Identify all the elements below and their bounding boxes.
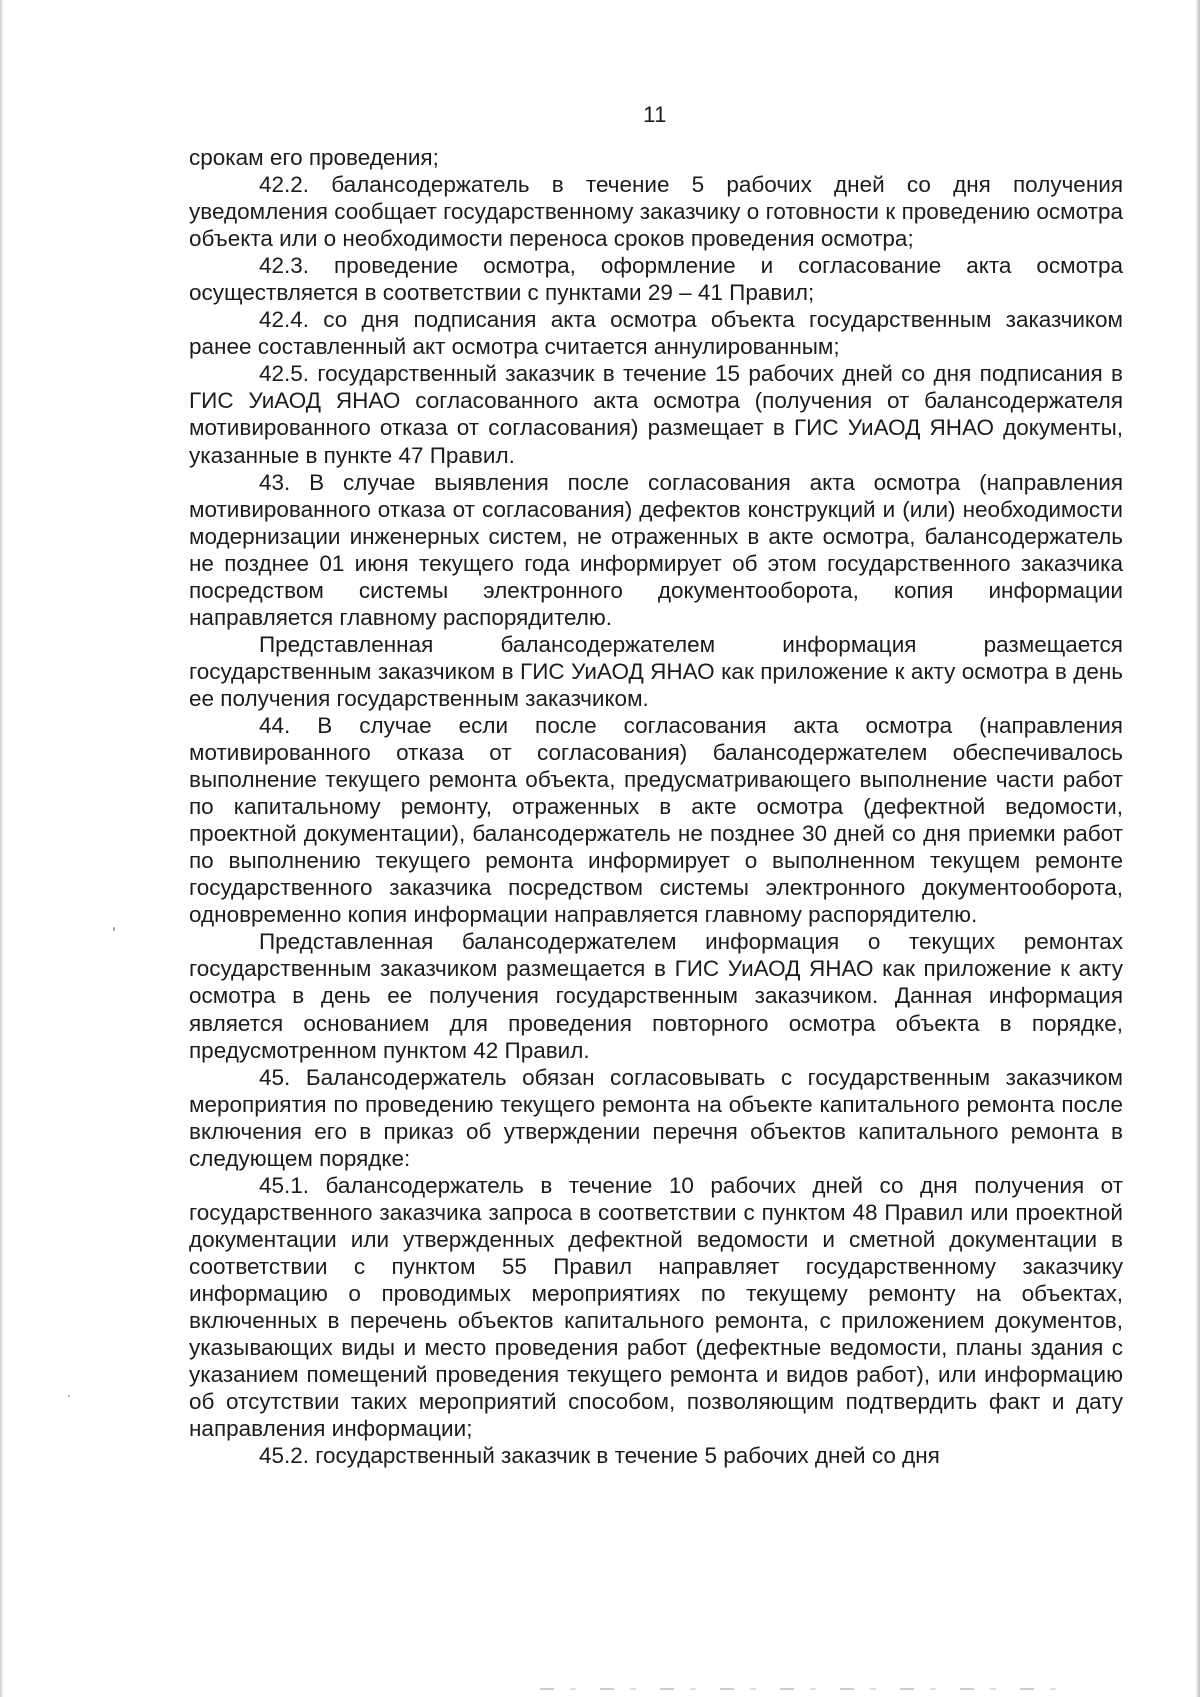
paragraph: 42.4. со дня подписания акта осмотра объекта государственным заказчиком ранее составленный акт осмотра считается аннулированным; — [189, 307, 1123, 360]
paragraph: Представленная балансодержателем информация размещается государственным заказчиком в ГИС УиАОД ЯНАО как приложение к акту осмотра в день ее получения государственным заказчиком. — [189, 631, 1123, 711]
scan-left-edge — [0, 0, 3, 1697]
paragraph: 44. В случае если после согласования акта осмотра (направления мотивированного отказа от согласования) балансодержателем обеспечивалось выполнение текущего ремонта объекта, предусматривающего выполнение части работ по капитальному ремонту, отраженных в акте осмотра (дефектной ведомости, проектной документации), балансодержатель не позднее 30 дней со дня приемки работ по выполнению текущего ремонта информирует о выполненном текущем ремонте государственного заказчика посредством системы электронного документооборота, одновременно копия информации направляется главному распорядителю. — [189, 712, 1123, 928]
paragraph: 45. Балансодержатель обязан согласовывать с государственным заказчиком мероприятия по проведению текущего ремонта на объекте капитального ремонта после включения его в приказ об утверждении перечня объектов капитального ремонта в следующем порядке: — [189, 1064, 1123, 1171]
scan-speck — [113, 927, 115, 931]
paragraph: 45.2. государственный заказчик в течение 5 рабочих дней со дня — [259, 1443, 940, 1469]
paragraph: 42.5. государственный заказчик в течение 15 рабочих дней со дня подписания в ГИС УиАОД ЯНАО согласованного акта осмотра (получения от балансодержателя мотивированного отказа от согласования) размещает в ГИС УиАОД ЯНАО документы, указанные в пункте 47 Правил. — [189, 361, 1123, 468]
paragraph: 45.1. балансодержатель в течение 10 рабочих дней со дня получения от государственного заказчика запроса в соответствии с пунктом 48 Правил или проектной документации или утвержденных дефектной ведомости и сметной документации в соответствии с пунктом 55 Правил направляет государственному заказчику информацию о проводимых мероприятиях по текущему ремонту на объектах, включенных в перечень объектов капитального ремонта, с приложением документов, указывающих виды и место проведения работ (дефектные ведомости, планы здания с указанием помещений проведения текущего ремонта и видов работ), или информацию об отсутствии таких мероприятий способом, позволяющим подтвердить факт и дату направления информации; — [189, 1172, 1123, 1442]
scan-bottom-noise — [540, 1688, 1060, 1690]
scan-speck — [68, 1395, 70, 1397]
paragraph: 43. В случае выявления после согласования акта осмотра (направления мотивированного отказа от согласования) дефектов конструкций и (или) необходимости модернизации инженерных систем, не отраженных в акте осмотра, балансодержатель не позднее 01 июня текущего года информирует об этом государственного заказчика посредством системы электронного документооборота, копия информации направляется главному распорядителю. — [189, 469, 1123, 630]
body-text — [189, 144, 1123, 1469]
page-number: 11 — [643, 102, 667, 127]
paragraph: срокам его проведения; — [189, 145, 439, 170]
paragraph: 42.3. проведение осмотра, оформление и согласование акта осмотра осуществляется в соответствии с пунктами 29 – 41 Правил; — [189, 253, 1123, 306]
paragraph: Представленная балансодержателем информация о текущих ремонтах государственным заказчиком размещается в ГИС УиАОД ЯНАО как приложение к акту осмотра в день ее получения государственным заказчиком. Данная информация является основанием для проведения повторного осмотра объекта в порядке, предусмотренном пунктом 42 Правил. — [189, 929, 1123, 1063]
scan-right-edge — [1196, 0, 1200, 1697]
paragraph: 42.2. балансодержатель в течение 5 рабочих дней со дня получения уведомления сообщает государственному заказчику о готовности к проведению осмотра объекта или о необходимости переноса сроков проведения осмотра; — [189, 172, 1123, 252]
